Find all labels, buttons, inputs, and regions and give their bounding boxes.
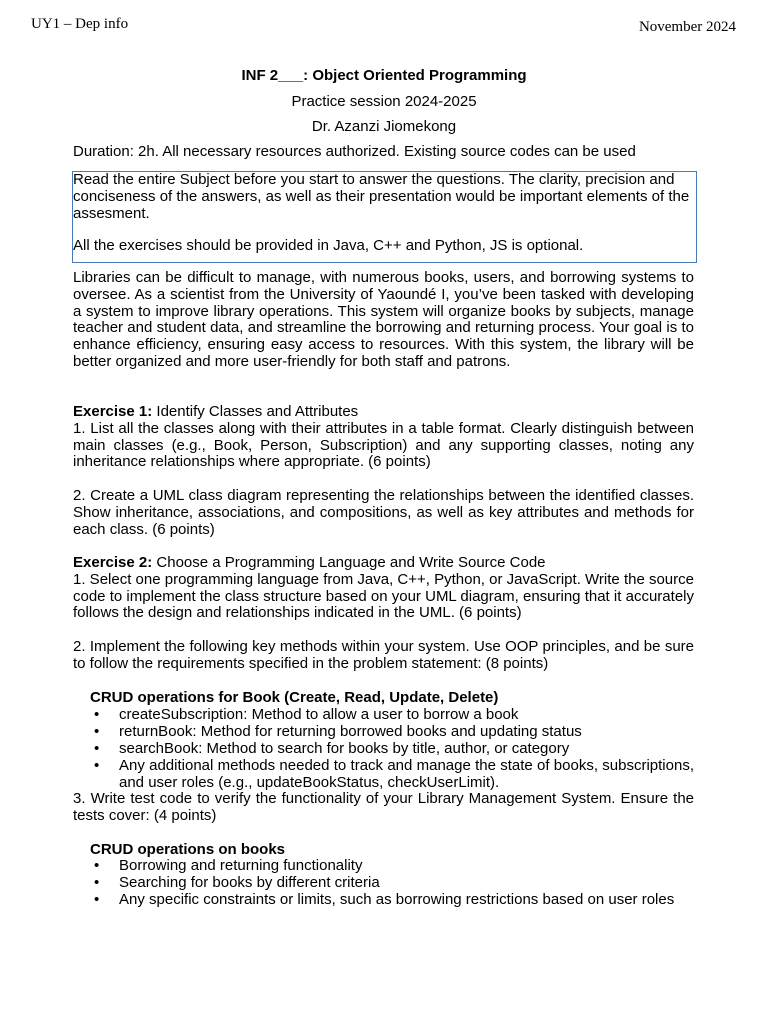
exercise-2-heading	[73, 555, 694, 572]
list-item	[94, 757, 694, 791]
method-text: searchBook: Method to search for books by title, author, or category	[119, 740, 570, 757]
bullet-icon: •	[94, 891, 100, 908]
problem-statement: Libraries can be difficult to manage, with numerous books, users, and borrowing systems to oversee. As a scientist from the University of Yaoundé I, you’ve been tasked with developing a system to improve library operations. This system will organize books by subjects, manage teacher and student data, and streamline the borrowing and returning process. Your goal is to enhance efficiency, ensuring easy access to resources. With this system, the library will be better organized and more user-friendly for both staff and patrons.	[73, 269, 694, 370]
session-label: Practice session 2024-2025	[291, 93, 477, 110]
language-requirement: All the exercises should be provided in Java, C++ and Python, JS is optional.	[73, 237, 584, 255]
list-item	[94, 891, 694, 908]
list-item	[94, 706, 694, 723]
test-text: Any specific constraints or limits, such as borrowing restrictions based on user roles	[119, 891, 675, 908]
bullet-icon: •	[94, 723, 100, 740]
bullet-icon: •	[94, 874, 100, 891]
exercise-1-question-2: 2. Create a UML class diagram representing the relationships between the identified classes. Show inheritance, associations, and compositions, as well as key attributes and methods for each class. (6 points)	[73, 487, 694, 538]
instructions-paragraph: Read the entire Subject before you start to answer the questions. The clarity, precision and conciseness of the answers, as well as their presentation would be important elements of the assesment.	[73, 171, 690, 222]
header-date: November 2024	[638, 19, 736, 35]
list-item	[94, 857, 694, 874]
course-title: INF 2___: Object Oriented Programming	[241, 67, 527, 84]
exercise-1-label: Exercise 1:	[73, 403, 153, 420]
bullet-icon: •	[94, 706, 100, 723]
exercise-1-title: Identify Classes and Attributes	[152, 403, 359, 420]
exercise-1-question-1: 1. List all the classes along with their attributes in a table format. Clearly distinguish between main classes (e.g., Book, Person, Subscription) and any supporting classes, noting any inheritance relationships where appropriate. (6 points)	[73, 419, 694, 471]
exercise-2-question-1: 1. Select one programming language from Java, C++, Python, or JavaScript. Write the source code to implement the class structure based on your UML diagram, ensuring that it accurately follows the design and relationships indicated in the UML. (6 points)	[73, 570, 694, 622]
exercise-2	[73, 555, 694, 622]
list-item	[94, 723, 694, 740]
tests-list	[94, 857, 694, 908]
crud-book-heading: CRUD operations for Book (Create, Read, Update, Delete)	[90, 689, 499, 706]
list-item	[94, 874, 694, 891]
author-name: Dr. Azanzi Jiomekong	[311, 118, 457, 135]
method-text: Any additional methods needed to track and manage the state of books, subscriptions, and user roles (e.g., updateBookStatus, checkUserLimit).	[119, 757, 694, 791]
exercise-2-question-2: 2. Implement the following key methods within your system. Use OOP principles, and be sure to follow the requirements specified in the problem statement: (8 points)	[73, 638, 694, 672]
bullet-icon: •	[94, 857, 100, 874]
bullet-icon: •	[94, 740, 100, 757]
methods-list	[94, 706, 694, 791]
exercise-2-question-3: 3. Write test code to verify the functionality of your Library Management System. Ensure the tests cover: (4 points)	[73, 790, 694, 824]
exercise-2-title: Choose a Programming Language and Write Source Code	[152, 554, 546, 571]
header-department: UY1 – Dep info	[31, 16, 129, 32]
method-text: returnBook: Method for returning borrowed books and updating status	[119, 723, 582, 740]
duration-text: Duration: 2h. All necessary resources authorized. Existing source codes can be used	[73, 143, 636, 160]
exercise-1-heading	[73, 404, 694, 421]
crud-books-heading: CRUD operations on books	[90, 841, 286, 858]
test-text: Searching for books by different criteria	[119, 874, 380, 891]
test-text: Borrowing and returning functionality	[119, 857, 363, 874]
list-item	[94, 740, 694, 757]
bullet-icon: •	[94, 757, 100, 774]
method-text: createSubscription: Method to allow a user to borrow a book	[119, 706, 519, 723]
exercise-1	[73, 404, 694, 471]
instructions-box	[72, 171, 697, 263]
exercise-2-label: Exercise 2:	[73, 554, 153, 571]
